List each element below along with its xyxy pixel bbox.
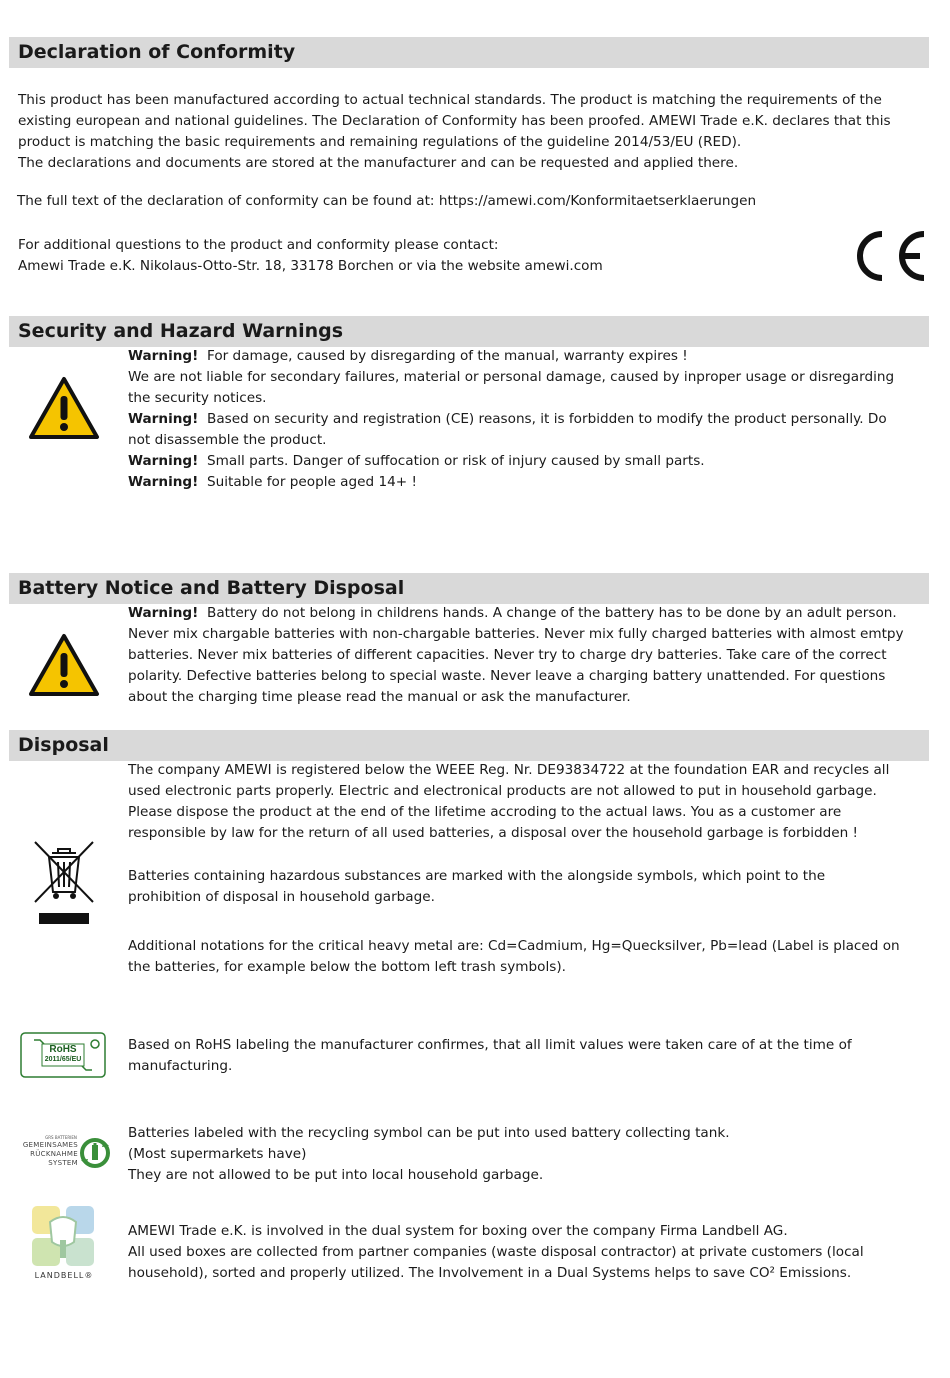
security-heading: Security and Hazard Warnings [9, 316, 929, 347]
warning-triangle-icon [28, 633, 100, 697]
landbell-logo [28, 1204, 100, 1284]
warning-label: Warning! [128, 453, 199, 469]
warning-item [128, 346, 928, 367]
text-line: AMEWI Trade e.K. is involved in the dual system for boxing over the company Firma Landbell AG. [128, 1223, 788, 1239]
text-line: For additional questions to the product and conformity please contact: [18, 237, 499, 253]
warning-label: Warning! [128, 348, 199, 364]
rohs-logo [20, 1032, 106, 1078]
weee-paragraph [128, 760, 928, 844]
text-line: Batteries labeled with the recycling symbol can be put into used battery collecting tank. [128, 1125, 730, 1141]
grs-line: SYSTEM [48, 1159, 78, 1167]
text-line: (Most supermarkets have) [128, 1146, 307, 1162]
warning-text: Small parts. Danger of suffocation or risk of injury caused by small parts. [207, 453, 705, 469]
conformity-contact [18, 235, 818, 277]
landbell-label: LANDBELL® [34, 1271, 94, 1280]
battery-heading: Battery Notice and Battery Disposal [9, 573, 929, 604]
text-line: polarity. Defective batteries belong to special waste. Never leave a charging battery unattended. For questions [128, 668, 886, 684]
landbell-symbol-icon [30, 1204, 96, 1268]
rohs-directive: 2011/65/EU [44, 1056, 82, 1063]
warning-label: Warning! [128, 474, 199, 490]
text-line: the security notices. [128, 390, 267, 406]
warning-item [128, 472, 928, 493]
text-line: They are not allowed to be put into local household garbage. [128, 1167, 544, 1183]
rohs-paragraph [128, 1035, 928, 1077]
text-line: household), sorted and properly utilized. The Involvement in a Dual Systems helps to save CO² Emissions. [128, 1265, 852, 1281]
text-line: manufacturing. [128, 1058, 233, 1074]
security-warnings [128, 346, 928, 493]
text-line: This product has been manufactured according to actual technical standards. The product is matching the requirements of the [18, 92, 882, 108]
warning-item [128, 409, 928, 430]
warning-label: Warning! [128, 411, 199, 427]
text-line: batteries. Never mix batteries of different capacities. Never try to charge dry batteries. Take care of the correct [128, 647, 887, 663]
battery-recycle-icon [80, 1137, 110, 1169]
text-line: used electronic parts properly. Electric and electronical products are not allowed to put in household garbage. [128, 783, 877, 799]
warning-text: Suitable for people aged 14+ ! [207, 474, 417, 490]
battery-notice [128, 603, 928, 708]
grs-logo [14, 1134, 110, 1172]
warning-label: Warning! [128, 605, 199, 621]
text-line: All used boxes are collected from partner companies (waste disposal contractor) at private customers (local [128, 1244, 864, 1260]
text-line: existing european and national guidelines. The Declaration of Conformity has been proofed. AMEWI Trade e.K. declares that this [18, 113, 891, 129]
text-line: We are not liable for secondary failures, material or personal damage, caused by inproper usage or disregarding [128, 369, 895, 385]
grs-line: GEMEINSAMES [22, 1141, 78, 1149]
warning-text: For damage, caused by disregarding of the manual, warranty expires ! [207, 348, 688, 364]
text-line: the batteries, for example below the bottom left trash symbols). [128, 959, 566, 975]
text-line: The full text of the declaration of conformity can be found at: https://amewi.com/Konformitaetserklaerungen [17, 193, 757, 209]
text-line: Never mix chargable batteries with non-chargable batteries. Never mix fully charged batteries with almost emtpy [128, 626, 904, 642]
rohs-label: RoHS [49, 1044, 77, 1055]
conformity-paragraph [18, 90, 930, 174]
text-line: The declarations and documents are stored at the manufacturer and can be requested and applied there. [18, 155, 739, 171]
text-line: responsible by law for the return of all used batteries, a disposal over the household garbage is forbidden ! [128, 825, 859, 841]
warning-text: Based on security and registration (CE) reasons, it is forbidden to modify the product personally. Do [207, 411, 887, 427]
conformity-fulltext-link [17, 191, 929, 212]
conformity-heading: Declaration of Conformity [9, 37, 929, 68]
text-line: Amewi Trade e.K. Nikolaus-Otto-Str. 18, 33178 Borchen or via the website amewi.com [18, 258, 603, 274]
disposal-heading: Disposal [9, 730, 929, 761]
grs-text [14, 1141, 78, 1168]
ce-mark-icon [850, 228, 928, 284]
text-line: not disassemble the product. [128, 432, 327, 448]
heavy-metal-paragraph [128, 936, 928, 978]
text-line: The company AMEWI is registered below the WEEE Reg. Nr. DE93834722 at the foundation EAR and recycles all [128, 762, 890, 778]
text-line: Please dispose the product at the end of the lifetime accroding to the actual laws. You as a customer are [128, 804, 842, 820]
warning-text: Battery do not belong in childrens hands. A change of the battery has to be done by an adult person. [207, 605, 897, 621]
warning-item [128, 451, 928, 472]
text-line: Batteries containing hazardous substances are marked with the alongside symbols, which point to the [128, 868, 826, 884]
grs-line: RÜCKNAHME [30, 1150, 78, 1158]
warning-item [128, 603, 928, 624]
recycling-paragraph [128, 1123, 928, 1186]
text-line: Based on RoHS labeling the manufacturer confirmes, that all limit values were taken care of at the time of [128, 1037, 852, 1053]
grs-small-text: GRS BATTERIEN [45, 1135, 77, 1140]
hazard-paragraph [128, 866, 928, 908]
text-line: Additional notations for the critical heavy metal are: Cd=Cadmium, Hg=Quecksilver, Pb=lead (Label is placed on [128, 938, 900, 954]
warning-triangle-icon [28, 376, 100, 440]
text-line: prohibition of disposal in household garbage. [128, 889, 435, 905]
text-line: product is matching the basic requirements and remaining regulations of the guideline 2014/53/EU (RED). [18, 134, 742, 150]
landbell-paragraph [128, 1221, 928, 1284]
crossed-out-bin-icon [32, 840, 96, 928]
text-line: about the charging time please read the manual or ask the manufacturer. [128, 689, 631, 705]
